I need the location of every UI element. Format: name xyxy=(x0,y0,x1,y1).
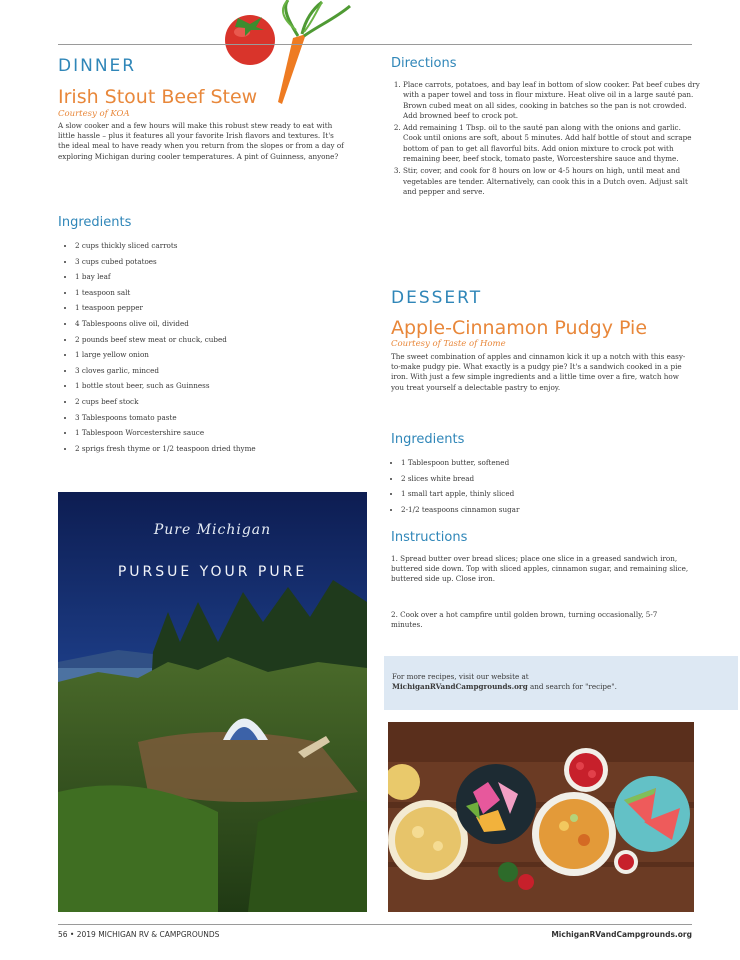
food-photo xyxy=(388,722,694,912)
dinner-intro: A slow cooker and a few hours will make this robust stew ready to eat with little hassle – plus it features all your favorite Irish flavors and textures. It's the ideal meal to have ready when you return from the slopes or from a day of exploring Michigan during cooler temperatures. A pint of Guinness, anyone? xyxy=(58,121,344,161)
list-item: • 1 Tablespoon Worcestershire sauce xyxy=(75,425,355,441)
dessert-courtesy: Courtesy of Taste of Home xyxy=(391,339,506,349)
dinner-directions-heading: Directions xyxy=(391,56,457,71)
list-item: • 2 pounds beef stew meat or chuck, cubed xyxy=(75,332,355,348)
list-item: • 2-1/2 teaspoons cinnamon sugar xyxy=(401,502,699,518)
list-item: • 1 large yellow onion xyxy=(75,347,355,363)
dessert-section-heading: DESSERT xyxy=(391,288,483,308)
list-item: • 1 bay leaf xyxy=(75,269,355,285)
dinner-recipe-title: Irish Stout Beef Stew xyxy=(58,86,258,108)
list-item: • 1 bottle stout beer, such as Guinness xyxy=(75,378,355,394)
list-item: • 4 Tablespoons olive oil, divided xyxy=(75,316,355,332)
pure-michigan-logo: Pure Michigan xyxy=(153,522,272,538)
dessert-instruction-2: 2. Cook over a hot campfire until golden brown, turning occasionally, 5-7 minutes. xyxy=(391,610,658,630)
dessert-instruction-1: 1. Spread butter over bread slices; place one slice in a greased sandwich iron, buttered side down. Top with sliced apples, cinnamon sugar, and remaining slice, buttered side up. Close iron. xyxy=(391,554,689,584)
list-item: • 3 cups cubed potatoes xyxy=(75,254,355,270)
dessert-ingredients-list xyxy=(391,455,699,517)
dinner-courtesy: Courtesy of KOA xyxy=(58,109,130,119)
list-item: • 1 small tart apple, thinly sliced xyxy=(401,486,699,502)
top-rule xyxy=(58,44,692,45)
list-item: • 1 teaspoon salt xyxy=(75,285,355,301)
list-item: • 2 cups thickly sliced carrots xyxy=(75,238,355,254)
dinner-ingredients-list xyxy=(62,238,355,456)
recipe-tip-box xyxy=(384,656,738,710)
tip-link[interactable]: MichiganRVandCampgrounds.org xyxy=(392,682,528,692)
list-item: • 2 slices white bread xyxy=(401,471,699,487)
campsite-photo xyxy=(58,492,367,912)
dessert-ingredients-heading: Ingredients xyxy=(391,432,465,447)
bottom-rule xyxy=(58,924,692,925)
list-item: • 3 cloves garlic, minced xyxy=(75,363,355,379)
list-item: 3. Stir, cover, and cook for 8 hours on low or 4-5 hours on high, until meat and vegetables are tender. Alternatively, can cook this in a Dutch oven. Adjust salt and pepper and serve. xyxy=(403,166,701,197)
list-item: • 1 Tablespoon butter, softened xyxy=(401,455,699,471)
dessert-intro: The sweet combination of apples and cinnamon kick it up a notch with this easy-to-make pudgy pie. What exactly is a pudgy pie? It's a sandwich cooked in a pie iron. With just a few simple ingredients and a little time over a fire, watch how you treat yourself a delectable pastry to enjoy. xyxy=(391,352,686,392)
dinner-directions-list xyxy=(391,80,701,199)
dinner-ingredients-heading: Ingredients xyxy=(58,215,132,230)
dessert-instructions-heading: Instructions xyxy=(391,530,468,545)
list-item: • 2 cups beef stock xyxy=(75,394,355,410)
footer-page-info: 56 • 2019 MICHIGAN RV & CAMPGROUNDS xyxy=(58,930,220,939)
dinner-section-heading: DINNER xyxy=(58,56,137,76)
list-item: • 2 sprigs fresh thyme or 1/2 teaspoon dried thyme xyxy=(75,441,355,457)
dessert-recipe-title: Apple-Cinnamon Pudgy Pie xyxy=(391,317,648,339)
tip-text-end: and search for "recipe". xyxy=(527,682,617,692)
list-item: • 1 teaspoon pepper xyxy=(75,300,355,316)
list-item: 1. Place carrots, potatoes, and bay leaf in bottom of slow cooker. Pat beef cubes dry with a paper towel and toss in flour mixture. Heat olive oil in a large sauté pan. Brown cubed meat on all sides, cooking in batches so the pan is not crowded. Add browned beef to crock pot. xyxy=(403,80,701,121)
list-item: • 3 Tablespoons tomato paste xyxy=(75,410,355,426)
footer-website[interactable]: MichiganRVandCampgrounds.org xyxy=(551,930,692,939)
pure-michigan-ad[interactable] xyxy=(58,492,367,912)
tip-text: For more recipes, visit our website at xyxy=(392,672,529,681)
list-item: 2. Add remaining 1 Tbsp. oil to the sauté pan along with the onions and garlic. Cook until onions are soft, about 5 minutes. Add half bottle of stout and scrape bottom of pan to get all flavorful bits. Add onion mixture to crock pot with remaining beer, beef stock, tomato paste, Worcestershire sauce and thyme. xyxy=(403,123,701,164)
ad-tagline: PURSUE YOUR PURE xyxy=(117,564,308,580)
